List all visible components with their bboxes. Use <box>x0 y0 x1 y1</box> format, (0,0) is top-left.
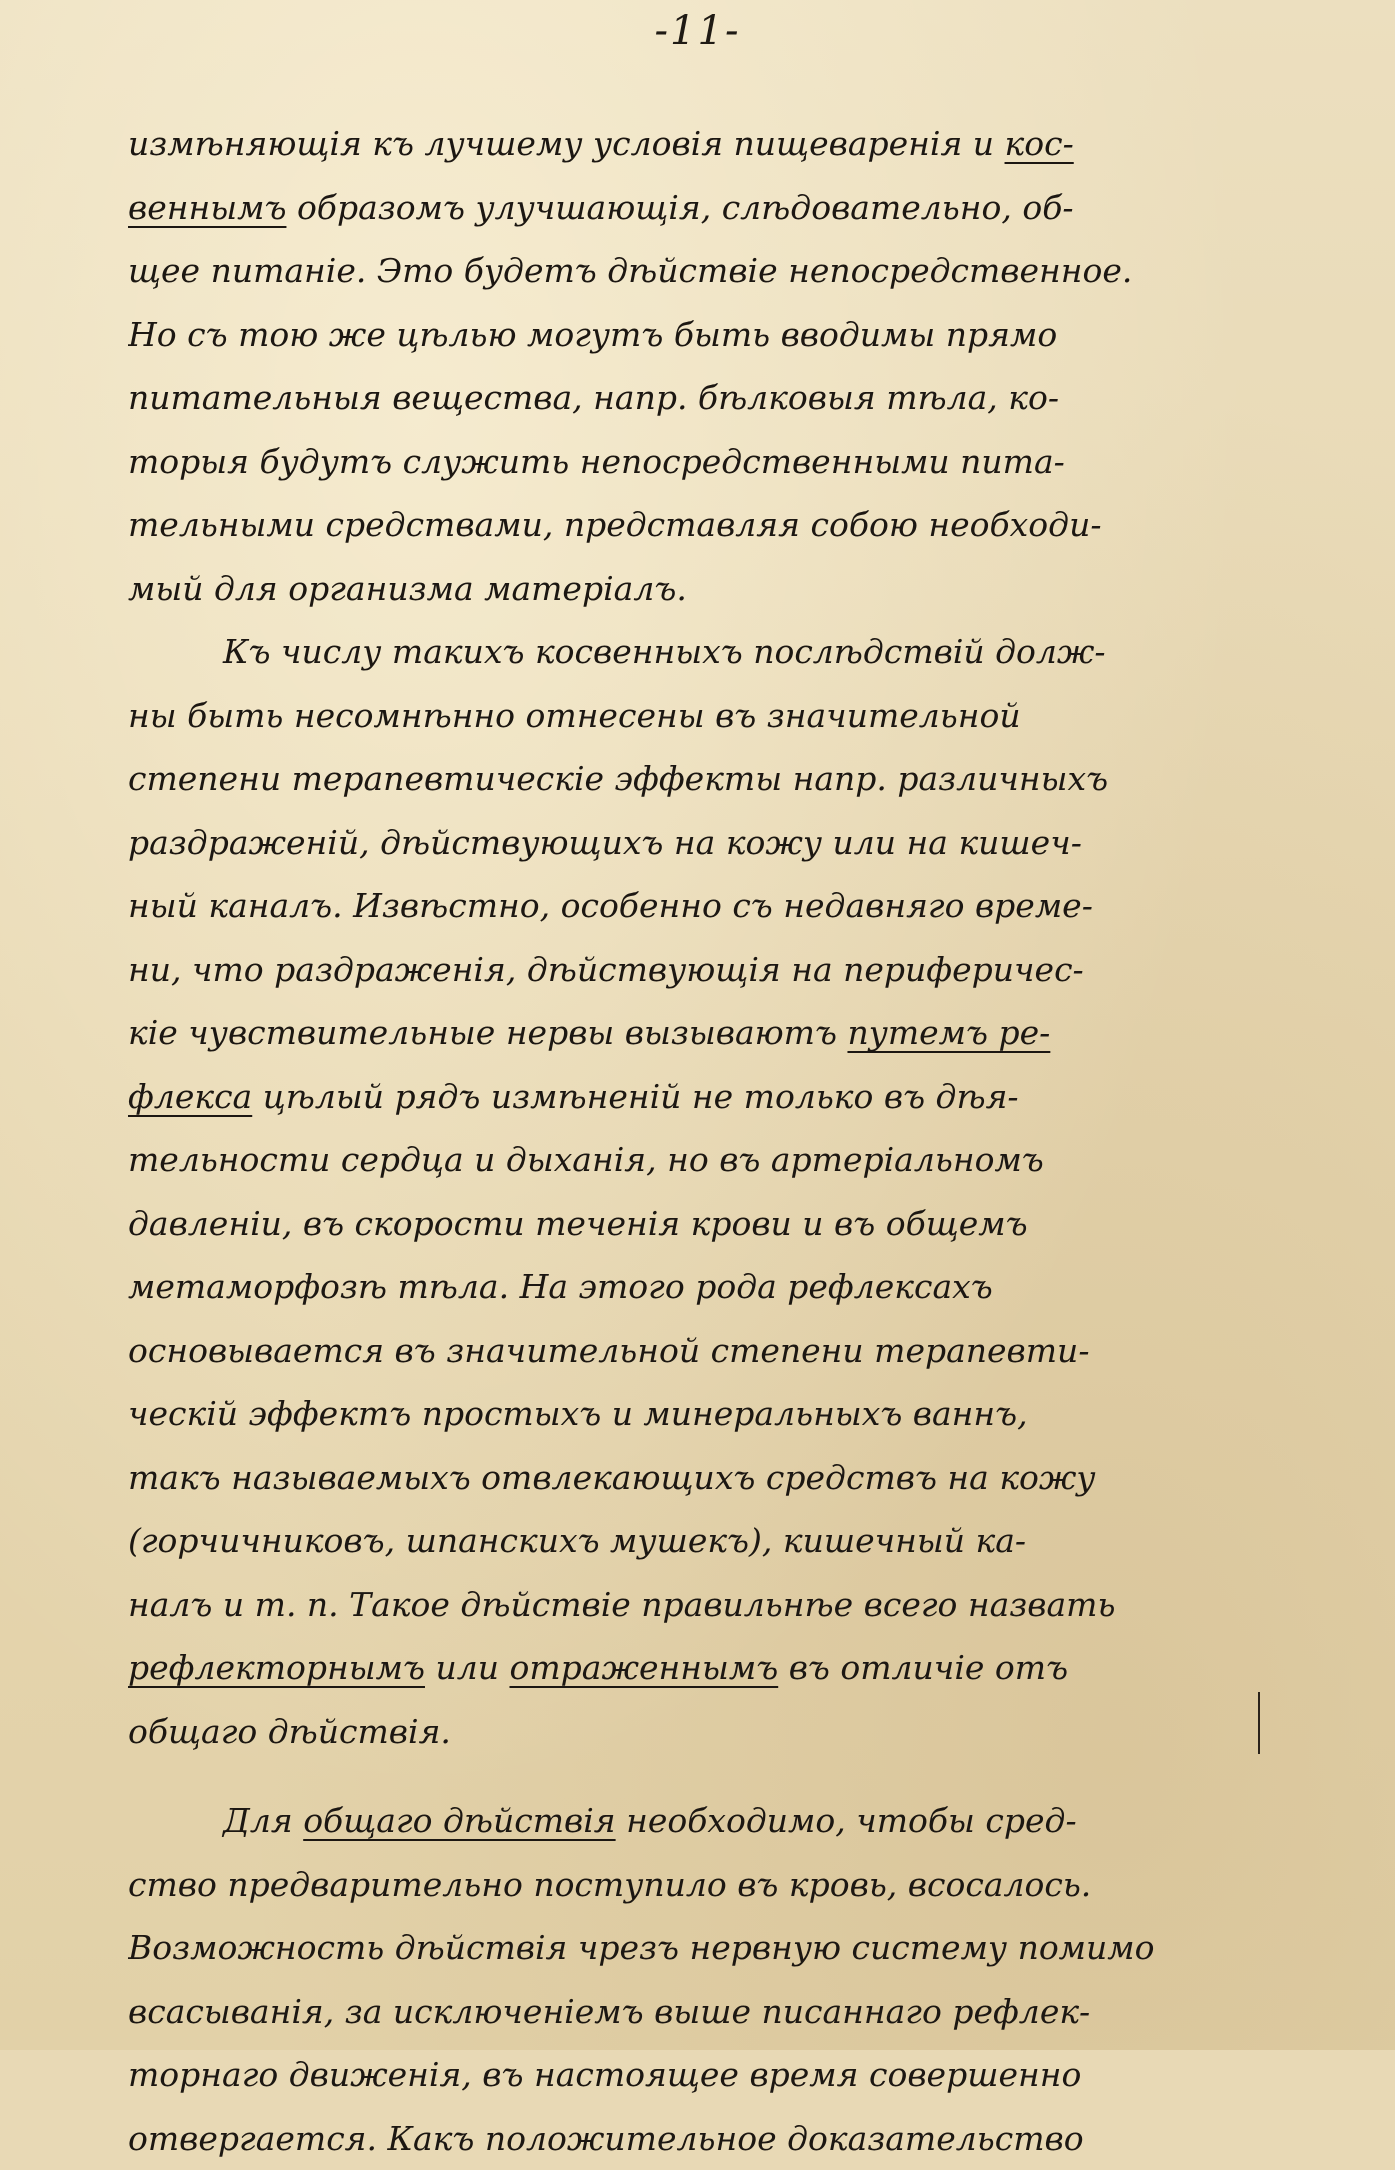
text-segment: степени терапевтическіе эффекты напр. различныхъ <box>128 759 1108 798</box>
text-segment: или <box>425 1648 510 1687</box>
text-segment: ческій эффектъ простыхъ и минеральныхъ ваннъ, <box>128 1394 1028 1433</box>
text-line <box>128 1255 1288 1319</box>
underlined-text: рефлекторнымъ <box>128 1648 425 1687</box>
text-segment: торнаго движенія, въ настоящее время совершенно <box>128 2055 1081 2094</box>
text-line <box>128 112 1288 176</box>
text-line <box>128 747 1288 811</box>
text-segment: питательныя вещества, напр. бѣлковыя тѣла, ко- <box>128 378 1059 417</box>
underlined-text: флекса <box>128 1077 252 1116</box>
text-line <box>128 1128 1288 1192</box>
text-line <box>128 2107 1288 2170</box>
text-line <box>128 1001 1288 1065</box>
text-line <box>128 1916 1288 1980</box>
text-segment: (горчичниковъ, шпанскихъ мушекъ), кишечный ка- <box>128 1521 1026 1560</box>
text-line <box>128 430 1288 494</box>
text-segment: щее питаніе. Это будетъ дѣйствіе непосредственное. <box>128 251 1132 290</box>
text-segment: основывается въ значительной степени терапевти- <box>128 1331 1089 1370</box>
text-segment: измѣняющія къ лучшему условія пищеваренія и <box>128 124 1005 163</box>
text-segment: ный каналъ. Извѣстно, особенно съ недавняго време- <box>128 886 1093 925</box>
text-segment: отвергается. Какъ положительное доказательство <box>128 2119 1084 2158</box>
text-segment: кіе чувствительные нервы вызываютъ <box>128 1013 847 1052</box>
margin-vertical-mark <box>1258 1692 1260 1754</box>
text-segment: въ отличіе отъ <box>778 1648 1068 1687</box>
text-line <box>128 620 1288 684</box>
text-line <box>128 874 1288 938</box>
text-segment: тельности сердца и дыханія, но въ артеріальномъ <box>128 1140 1044 1179</box>
text-line <box>128 176 1288 240</box>
page-number: -11- <box>0 8 1395 54</box>
text-line <box>128 1446 1288 1510</box>
text-segment: тельными средствами, представляя собою необходи- <box>128 505 1101 544</box>
text-line <box>128 1573 1288 1637</box>
underlined-text: кос- <box>1005 124 1074 163</box>
underlined-text: отраженнымъ <box>509 1648 778 1687</box>
text-line <box>128 1319 1288 1383</box>
text-line <box>128 684 1288 748</box>
text-segment: необходимо, чтобы сред- <box>616 1801 1077 1840</box>
text-segment: Для <box>223 1801 303 1840</box>
text-segment: Возможность дѣйствія чрезъ нервную систему помимо <box>128 1928 1155 1967</box>
text-line <box>128 493 1288 557</box>
text-line <box>128 1509 1288 1573</box>
text-segment: ны быть несомнѣнно отнесены въ значительной <box>128 696 1021 735</box>
text-segment: ство предварительно поступило въ кровь, всосалось. <box>128 1865 1091 1904</box>
underlined-text: путемъ ре- <box>847 1013 1050 1052</box>
text-segment: Но съ тою же цѣлью могутъ быть вводимы прямо <box>128 315 1057 354</box>
underlined-text: общаго дѣйствія <box>303 1801 615 1840</box>
text-segment: давленіи, въ скорости теченія крови и въ общемъ <box>128 1204 1028 1243</box>
text-segment: налъ и т. п. Такое дѣйствіе правильнѣе всего назвать <box>128 1585 1115 1624</box>
text-line <box>128 557 1288 621</box>
text-segment: образомъ улучшающія, слѣдовательно, об- <box>286 188 1073 227</box>
text-line <box>128 938 1288 1002</box>
text-line <box>128 811 1288 875</box>
text-line <box>128 239 1288 303</box>
text-line <box>128 366 1288 430</box>
text-segment: ни, что раздраженія, дѣйствующія на периферичес- <box>128 950 1084 989</box>
text-segment: Къ числу такихъ косвенныхъ послѣдствій долж- <box>223 632 1106 671</box>
text-segment: торыя будутъ служить непосредственными пита- <box>128 442 1065 481</box>
text-segment: мый для организма матеріалъ. <box>128 569 687 608</box>
text-line <box>128 1853 1288 1917</box>
text-line <box>128 303 1288 367</box>
text-line <box>128 1636 1288 1700</box>
text-segment: всасыванія, за исключеніемъ выше писаннаго рефлек- <box>128 1992 1090 2031</box>
text-segment: метаморфозѣ тѣла. На этого рода рефлексахъ <box>128 1267 993 1306</box>
text-line <box>128 1192 1288 1256</box>
handwritten-text-body <box>128 112 1288 2170</box>
text-segment: такъ называемыхъ отвлекающихъ средствъ на кожу <box>128 1458 1096 1497</box>
text-line <box>128 1700 1288 1764</box>
text-line <box>128 1065 1288 1129</box>
text-segment: цѣлый рядъ измѣненій не только въ дѣя- <box>252 1077 1018 1116</box>
text-line <box>128 1382 1288 1446</box>
text-line <box>128 2043 1288 2107</box>
text-segment: общаго дѣйствія. <box>128 1712 451 1751</box>
text-line <box>128 1980 1288 2044</box>
underlined-text: веннымъ <box>128 188 286 227</box>
text-segment: раздраженій, дѣйствующихъ на кожу или на кишеч- <box>128 823 1082 862</box>
text-line <box>128 1789 1288 1853</box>
